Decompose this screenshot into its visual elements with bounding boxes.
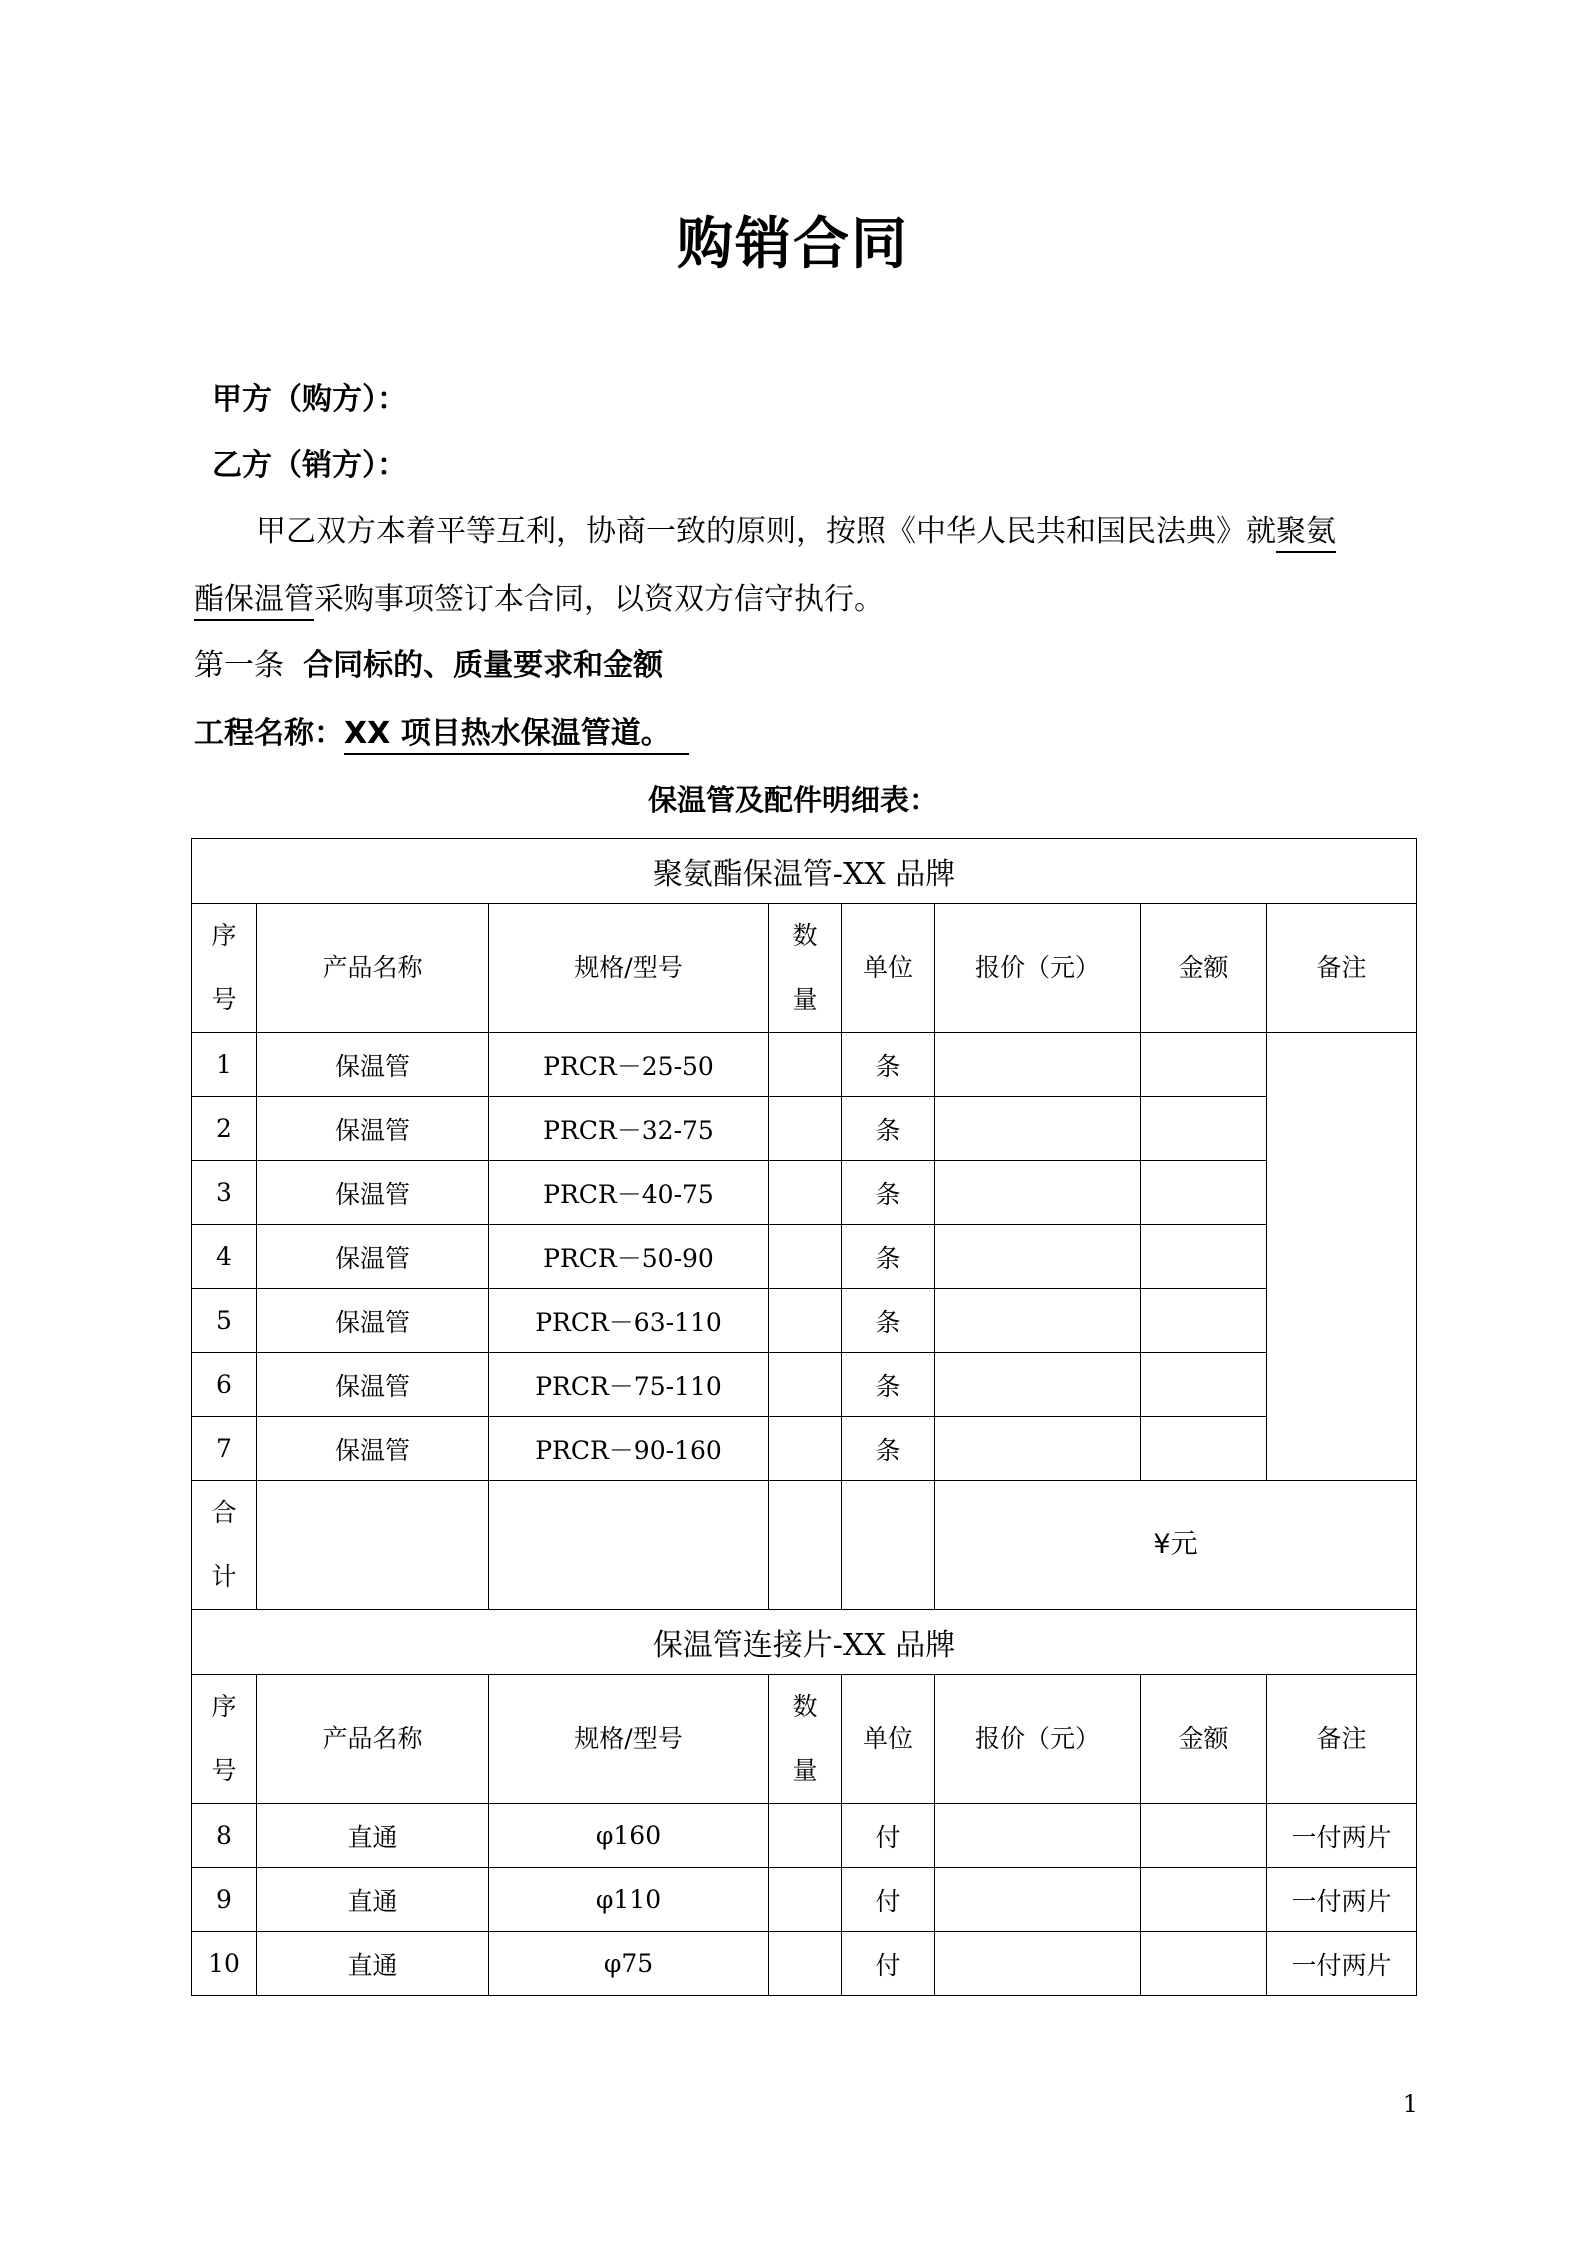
cell-price [935,1804,1141,1868]
cell-price [935,1417,1141,1481]
cell-qty [769,1804,842,1868]
cell-no: 5 [192,1289,257,1353]
cell-unit: 条 [842,1225,935,1289]
table-row [192,1225,1417,1289]
cell-amount [1141,1225,1267,1289]
cell-spec: φ75 [489,1932,769,1996]
cell-spec: PRCR－25-50 [489,1033,769,1097]
total-empty [489,1481,769,1610]
cell-unit: 付 [842,1804,935,1868]
section1-header-row [192,904,1417,1033]
table-row [192,1417,1417,1481]
cell-amount [1141,1932,1267,1996]
header-unit: 单位 [842,904,935,1033]
party-b-label: 乙方（销方）： [212,448,407,483]
cell-name: 保温管 [257,1161,489,1225]
article-1 [194,646,663,686]
cell-qty [769,1353,842,1417]
intro-line-1 [256,512,1336,552]
contract-title: 购销合同 [677,212,909,277]
header-spec: 规格/型号 [489,904,769,1033]
header-price: 报价（元） [935,904,1141,1033]
section1-title: 聚氨酯保温管-XX 品牌 [192,839,1417,904]
header-name: 产品名称 [257,1675,489,1804]
page-number: 1 [1402,2090,1418,2118]
header-qty: 数 量 [769,904,842,1033]
table-row [192,1289,1417,1353]
cell-remark: 一付两片 [1267,1868,1417,1932]
cell-price [935,1033,1141,1097]
cell-qty [769,1225,842,1289]
cell-spec: PRCR－40-75 [489,1161,769,1225]
cell-name: 保温管 [257,1033,489,1097]
cell-no: 9 [192,1868,257,1932]
cell-name: 保温管 [257,1353,489,1417]
cell-amount [1141,1289,1267,1353]
cell-price [935,1289,1141,1353]
table-row [192,1804,1417,1868]
cell-spec: PRCR－90-160 [489,1417,769,1481]
cell-amount [1141,1161,1267,1225]
header-qty: 数 量 [769,1675,842,1804]
intro-underlined-2: 酯保温管 [194,582,314,621]
header-spec: 规格/型号 [489,1675,769,1804]
article-1-title: 合同标的、质量要求和金额 [303,648,664,683]
cell-no: 10 [192,1932,257,1996]
cell-remark: 一付两片 [1267,1804,1417,1868]
cell-unit: 条 [842,1097,935,1161]
total-label: 合 计 [192,1481,257,1610]
cell-qty [769,1289,842,1353]
cell-unit: 条 [842,1033,935,1097]
table-row [192,1161,1417,1225]
cell-spec: PRCR－75-110 [489,1353,769,1417]
cell-spec: PRCR－32-75 [489,1097,769,1161]
header-remark: 备注 [1267,904,1417,1033]
intro-line-2 [194,580,884,620]
cell-remark: 一付两片 [1267,1932,1417,1996]
cell-no: 3 [192,1161,257,1225]
header-amount: 金额 [1141,904,1267,1033]
table-row [192,1353,1417,1417]
cell-spec: φ110 [489,1868,769,1932]
cell-name: 保温管 [257,1097,489,1161]
cell-unit: 付 [842,1932,935,1996]
cell-amount [1141,1097,1267,1161]
total-empty [257,1481,489,1610]
cell-unit: 付 [842,1868,935,1932]
header-name: 产品名称 [257,904,489,1033]
cell-qty [769,1097,842,1161]
intro-text-2: 采购事项签订本合同，以资双方信守执行。 [314,582,884,617]
cell-unit: 条 [842,1417,935,1481]
article-1-label: 第一条 [194,648,284,683]
intro-underlined-1: 聚氨 [1276,514,1336,553]
cell-spec: φ160 [489,1804,769,1868]
cell-amount [1141,1417,1267,1481]
section2-header-row [192,1675,1417,1804]
header-no: 序 号 [192,904,257,1033]
cell-qty [769,1161,842,1225]
header-unit: 单位 [842,1675,935,1804]
cell-price [935,1868,1141,1932]
party-a-label: 甲方（购方）： [212,382,407,417]
cell-amount [1141,1868,1267,1932]
cell-no: 6 [192,1353,257,1417]
section2-title: 保温管连接片-XX 品牌 [192,1610,1417,1675]
total-row [192,1481,1417,1610]
header-no: 序 号 [192,1675,257,1804]
table-row [192,1868,1417,1932]
cell-price [935,1225,1141,1289]
project-value: XX 项目热水保温管道。 [344,716,689,755]
cell-name: 直通 [257,1932,489,1996]
cell-qty [769,1868,842,1932]
header-amount: 金额 [1141,1675,1267,1804]
cell-no: 4 [192,1225,257,1289]
cell-unit: 条 [842,1353,935,1417]
table-row [192,1932,1417,1996]
cell-price [935,1097,1141,1161]
cell-no: 8 [192,1804,257,1868]
cell-name: 保温管 [257,1225,489,1289]
cell-spec: PRCR－50-90 [489,1225,769,1289]
detail-table [191,838,1417,1996]
cell-no: 1 [192,1033,257,1097]
cell-qty [769,1417,842,1481]
cell-price [935,1161,1141,1225]
cell-amount [1141,1033,1267,1097]
cell-price [935,1932,1141,1996]
total-value: ¥元 [935,1481,1417,1610]
table-caption: 保温管及配件明细表： [647,783,938,817]
project-name [194,714,689,754]
cell-name: 直通 [257,1804,489,1868]
project-label: 工程名称： [194,716,344,751]
cell-qty [769,1932,842,1996]
total-empty [842,1481,935,1610]
cell-name: 保温管 [257,1289,489,1353]
header-remark: 备注 [1267,1675,1417,1804]
cell-price [935,1353,1141,1417]
cell-qty [769,1033,842,1097]
total-empty [769,1481,842,1610]
table-row [192,1097,1417,1161]
cell-spec: PRCR－63-110 [489,1289,769,1353]
cell-name: 直通 [257,1868,489,1932]
intro-text-1: 甲乙双方本着平等互利，协商一致的原则，按照《中华人民共和国民法典》就 [256,514,1276,549]
cell-no: 2 [192,1097,257,1161]
cell-remark-merged [1267,1033,1417,1481]
header-price: 报价（元） [935,1675,1141,1804]
cell-amount [1141,1353,1267,1417]
cell-no: 7 [192,1417,257,1481]
cell-amount [1141,1804,1267,1868]
cell-unit: 条 [842,1161,935,1225]
cell-unit: 条 [842,1289,935,1353]
table-row [192,1033,1417,1097]
cell-name: 保温管 [257,1417,489,1481]
